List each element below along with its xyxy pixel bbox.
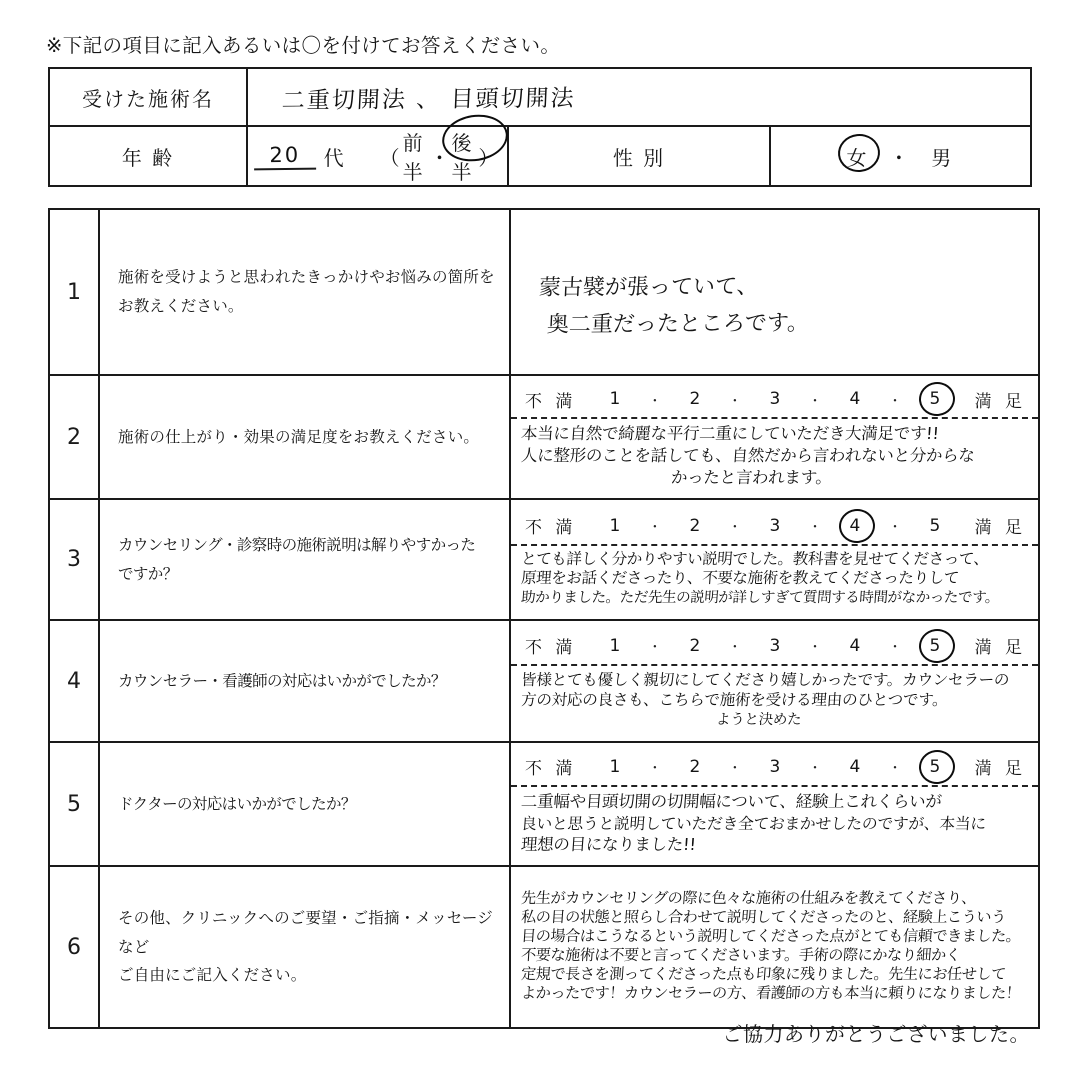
rating-value: 3	[769, 756, 782, 777]
age-value: 20	[254, 142, 316, 170]
rating-option-2[interactable]	[683, 389, 707, 409]
rating-scale-5[interactable]	[511, 749, 1038, 787]
rating-high-label: 満 足	[974, 638, 1026, 659]
rating-dot: ・	[648, 761, 663, 777]
rating-option-4[interactable]	[843, 516, 867, 536]
answer-text-3	[511, 546, 1038, 612]
circle-mark-icon	[918, 380, 958, 418]
question-number-2: 2	[49, 375, 99, 499]
answer-text-2	[511, 419, 1038, 493]
rating-value: 2	[689, 635, 702, 656]
rating-option-3[interactable]	[763, 516, 787, 536]
circle-mark-icon	[918, 747, 958, 785]
answer-text-6	[511, 887, 1038, 1008]
rating-option-2[interactable]	[683, 636, 707, 656]
question-number-3: 3	[49, 499, 99, 620]
age-value-cell	[247, 126, 508, 186]
rating-scale-2[interactable]	[511, 381, 1038, 419]
answer-line: 不要な施術は不要と言ってくださいます。手術の際にかなり細かく	[520, 946, 962, 964]
answer-line-correction: ようと決めた	[715, 712, 802, 729]
rating-option-1[interactable]	[603, 389, 627, 409]
rating-value: 2	[689, 389, 702, 410]
rating-high-label: 満 足	[974, 391, 1026, 412]
answer-line: 理想の目になりました!!	[520, 834, 697, 854]
rating-dot: ・	[728, 393, 743, 409]
rating-option-5[interactable]	[923, 516, 947, 536]
rating-low-label: 不 満	[525, 759, 577, 780]
question-text-5	[99, 742, 510, 866]
age-option-separator: ・	[429, 145, 452, 170]
rating-dot: ・	[808, 640, 823, 656]
question-text-1	[99, 209, 510, 375]
answer-line: 二重幅や目頭切開の切開幅について、経験上これくらいが	[520, 791, 943, 811]
rating-option-2[interactable]	[683, 516, 707, 536]
sex-value-cell	[770, 126, 1031, 186]
question-text-line: 施術を受けようと思われたきっかけやお悩みの箇所を	[118, 268, 495, 287]
rating-option-3[interactable]	[763, 636, 787, 656]
answer-text-5	[511, 787, 1038, 860]
rating-dot: ・	[888, 520, 903, 536]
answer-line: 目の場合はこうなるという説明してくださった点がとても信頼できました。	[520, 926, 1022, 945]
question-text-line: ご自由にご記入ください。	[118, 966, 307, 985]
question-row-4	[49, 620, 1039, 742]
rating-high-label: 満 足	[974, 518, 1026, 539]
rating-dot: ・	[728, 640, 743, 656]
rating-option-3[interactable]	[763, 757, 787, 777]
rating-value: 1	[609, 515, 622, 536]
question-text-line: 施術の仕上がり・効果の満足度をお教えください。	[118, 427, 480, 446]
answer-text-1	[511, 242, 1038, 343]
procedure-value-cell	[247, 68, 1031, 126]
age-paren-open: （	[379, 145, 403, 170]
rating-scale-4[interactable]	[511, 628, 1038, 666]
age-unit: 代	[323, 145, 346, 170]
age-sex-row	[49, 126, 1031, 186]
sex-option-separator: ・	[888, 145, 912, 170]
rating-value: 4	[849, 635, 862, 656]
rating-scale-3[interactable]	[511, 508, 1038, 546]
rating-option-4[interactable]	[843, 757, 867, 777]
sex-option-female[interactable]	[846, 142, 869, 171]
answer-cell-2[interactable]	[510, 375, 1039, 499]
rating-dot: ・	[808, 520, 823, 536]
rating-dot: ・	[808, 393, 823, 409]
rating-value: 3	[769, 635, 782, 656]
question-text-line: ですか？	[118, 564, 178, 583]
answer-line: 助かりました。ただ先生の説明が詳しすぎて質問する時間がなかったです。	[520, 588, 1000, 606]
rating-option-1[interactable]	[603, 757, 627, 777]
age-option-first-half[interactable]: 前 半	[402, 131, 425, 184]
question-text-line: カウンセラー・看護師の対応はいかがでしたか？	[118, 671, 446, 690]
answer-line: 定規で長さを測ってくださった点も印象に残りました。先生にお任せして	[520, 965, 1007, 984]
answer-line: 奥二重だったところです。	[546, 310, 810, 338]
age-second-half-label: 後 半	[451, 131, 474, 184]
age-label: 年 齢	[49, 126, 247, 186]
answer-line: 先生がカウンセリングの際に色々な施術の仕組みを教えてくださり、	[520, 888, 977, 907]
questions-table	[48, 208, 1040, 1029]
rating-high-label: 満 足	[974, 759, 1026, 780]
question-row-6	[49, 866, 1039, 1028]
rating-option-5[interactable]	[923, 636, 947, 656]
question-row-3	[49, 499, 1039, 620]
answer-line: 蒙古襞が張っていて、	[538, 273, 760, 301]
rating-value: 4	[849, 515, 862, 536]
question-text-line: お教えください。	[118, 297, 244, 315]
rating-dot: ・	[808, 761, 823, 777]
sex-option-male[interactable]: 男	[931, 145, 955, 170]
rating-value: 1	[609, 389, 622, 410]
rating-value: 1	[609, 635, 622, 656]
question-row-5	[49, 742, 1039, 866]
answer-line: 原理をお話くださったり、不要な施術を教えてくださったりして	[520, 569, 960, 588]
question-text-line: ドクターの対応はいかがでしたか？	[118, 794, 356, 813]
rating-option-5[interactable]	[923, 757, 947, 777]
rating-value: 2	[689, 756, 702, 777]
question-number-1: 1	[49, 209, 99, 375]
rating-option-4[interactable]	[843, 636, 867, 656]
rating-value: 2	[689, 515, 702, 536]
rating-option-2[interactable]	[683, 757, 707, 777]
answer-line: 本当に自然で綺麗な平行二重にしていただき大満足です!!	[520, 424, 940, 444]
rating-value: 5	[929, 635, 942, 656]
rating-value: 5	[929, 515, 942, 536]
rating-low-label: 不 満	[525, 638, 577, 659]
question-number-5: 5	[49, 742, 99, 866]
age-paren-close: ）	[478, 145, 502, 170]
rating-value: 3	[769, 389, 782, 410]
rating-value: 3	[769, 515, 782, 536]
question-number-4: 4	[49, 620, 99, 742]
rating-dot: ・	[888, 393, 903, 409]
rating-value: 4	[849, 389, 862, 410]
rating-value: 4	[849, 756, 862, 777]
question-text-4	[99, 620, 510, 742]
answer-cell-4[interactable]	[510, 620, 1039, 742]
answer-line: よかったです！カウンセラーの方、看護師の方も本当に頼りになりました！	[520, 984, 1022, 1003]
sex-female-label: 女	[846, 145, 870, 170]
question-text-3	[99, 499, 510, 620]
answer-text-4	[511, 666, 1038, 735]
rating-dot: ・	[648, 393, 663, 409]
question-row-2	[49, 375, 1039, 499]
answer-line: かったと言われます。	[670, 467, 833, 487]
answer-cell-1[interactable]	[510, 209, 1039, 375]
patient-info-table	[48, 67, 1032, 187]
rating-option-1[interactable]	[603, 516, 627, 536]
question-row-1	[49, 209, 1039, 375]
rating-value: 1	[609, 756, 622, 777]
rating-dot: ・	[648, 640, 663, 656]
rating-low-label: 不 満	[525, 391, 577, 412]
rating-option-5[interactable]	[923, 389, 947, 409]
rating-low-label: 不 満	[525, 518, 577, 539]
rating-dot: ・	[888, 761, 903, 777]
answer-line: とても詳しく分かりやすい説明でした。教科書を見せてくださって、	[520, 549, 990, 568]
circle-mark-icon	[838, 507, 878, 545]
rating-option-3[interactable]	[763, 389, 787, 409]
thanks-message: ご協力ありがとうございました。	[722, 1022, 1030, 1046]
answer-cell-5[interactable]	[510, 742, 1039, 866]
procedure-label: 受けた施術名	[49, 68, 247, 126]
rating-option-4[interactable]	[843, 389, 867, 409]
question-text-2	[99, 375, 510, 499]
question-number-6: 6	[49, 866, 99, 1028]
answer-line: 皆様とても優しく親切にしてくださり嬉しかったです。カウンセラーの	[520, 670, 1010, 689]
answer-line: 良いと思うと説明していただき全ておまかせしたのですが、本当に	[520, 813, 987, 833]
rating-dot: ・	[888, 640, 903, 656]
answer-line: 人に整形のことを話しても、自然だから言われないと分からな	[520, 446, 976, 466]
answer-cell-3[interactable]	[510, 499, 1039, 620]
rating-value: 5	[929, 756, 942, 777]
procedure-value: 二重切開法 、 目頭切開法	[281, 85, 577, 114]
rating-dot: ・	[648, 520, 663, 536]
circle-mark-icon	[918, 627, 958, 665]
answer-line: 方の対応の良さも、こちらで施術を受ける理由のひとつです。	[520, 691, 949, 710]
sex-label: 性 別	[508, 126, 769, 186]
procedure-row	[49, 68, 1031, 126]
instruction-note: ※下記の項目に記入あるいは〇を付けてお答えください。	[46, 34, 561, 57]
rating-dot: ・	[728, 761, 743, 777]
answer-cell-6[interactable]	[510, 866, 1039, 1028]
question-text-6	[99, 866, 510, 1028]
rating-option-1[interactable]	[603, 636, 627, 656]
question-text-line: カウンセリング・診察時の施術説明は解りやすかった	[118, 535, 476, 554]
age-option-second-half[interactable]	[451, 127, 478, 185]
rating-dot: ・	[728, 520, 743, 536]
rating-value: 5	[929, 389, 942, 410]
answer-line: 私の目の状態と照らし合わせて説明してくださったのと、経験上こういう	[520, 907, 1007, 926]
question-text-line: その他、クリニックへのご要望・ご指摘・メッセージなど	[118, 908, 493, 956]
